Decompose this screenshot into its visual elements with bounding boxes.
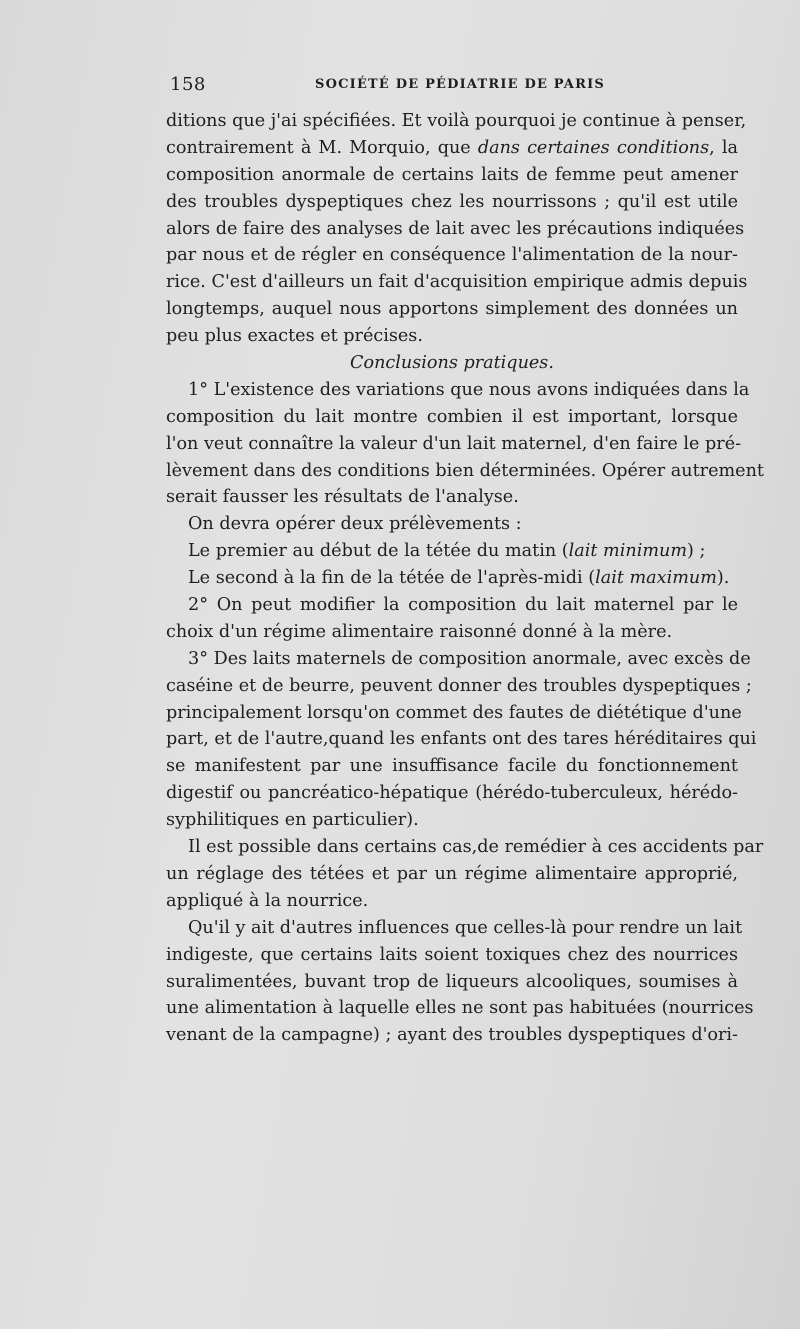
italic-phrase: lait minimum (568, 541, 688, 562)
text-line: des troubles dyspeptiques chez les nourrissons ; qu'il est utile (166, 191, 738, 212)
page-header (170, 74, 740, 98)
section-heading: Conclusions pratiques. (350, 353, 554, 374)
text-line: une alimentation à laquelle elles ne sont pas habituées (nourrices (166, 998, 754, 1019)
text-line: 3° Des laits maternels de composition anormale, avec excès de (188, 648, 751, 669)
text-line: ditions que j'ai spécifiées. Et voilà pourquoi je continue à penser, (166, 111, 747, 131)
text-span: , la (709, 137, 738, 158)
text-span: Le second à la fin de la tétée de l'après-midi ( (188, 568, 596, 589)
text-line: Qu'il y ait d'autres influences que celles-là pour rendre un lait (188, 917, 743, 938)
text-line: se manifestent par une insuffisance facile du fonctionnement (166, 756, 738, 777)
page-number: 158 (170, 74, 206, 95)
text-line: suralimentées, buvant trop de liqueurs alcooliques, soumises à (166, 971, 738, 992)
text-span: Le premier au début de la tétée du matin ( (188, 541, 569, 562)
text-line: composition du lait montre combien il est important, lorsque (166, 406, 738, 427)
text-line: choix d'un régime alimentaire raisonné donné à la mère. (166, 621, 673, 642)
text-line: venant de la campagne) ; ayant des troubles dyspeptiques d'ori- (166, 1025, 738, 1046)
text-line (166, 565, 738, 592)
text-line: rice. C'est d'ailleurs un fait d'acquisition empirique admis depuis (166, 272, 748, 293)
text-line: 2° On peut modifier la composition du lait maternel par le (188, 595, 738, 616)
text-line: alors de faire des analyses de lait avec les précautions indiquées (166, 218, 745, 239)
text-line: par nous et de régler en conséquence l'alimentation de la nour- (166, 245, 738, 266)
italic-phrase: lait maximum (595, 568, 717, 589)
text-line: syphilitiques en particulier). (166, 810, 419, 831)
text-span: ) ; (687, 541, 706, 562)
text-line: composition anormale de certains laits de femme peut amener (166, 164, 738, 185)
running-head: SOCIÉTÉ DE PÉDIATRIE DE PARIS (315, 77, 605, 92)
text-line (166, 135, 738, 162)
text-line: caséine et de beurre, peuvent donner des troubles dyspeptiques ; (166, 675, 752, 696)
text-line (166, 538, 738, 565)
body-text (166, 108, 764, 1049)
text-line: principalement lorsqu'on commet des fautes de diététique d'une (166, 702, 742, 723)
text-line: 1° L'existence des variations que nous avons indiquées dans la (188, 379, 750, 400)
text-line: lèvement dans des conditions bien déterminées. Opérer autrement (166, 460, 764, 481)
text-line: appliqué à la nourrice. (166, 890, 369, 911)
text-span: ). (716, 568, 730, 589)
text-line: un réglage des tétées et par un régime alimentaire approprié, (166, 863, 738, 884)
italic-phrase: dans certaines conditions (477, 137, 710, 158)
text-line: digestif ou pancréatico-hépatique (hérédo-tuberculeux, hérédo- (166, 783, 738, 804)
text-line: longtemps, auquel nous apportons simplement des données un (166, 299, 738, 320)
text-span: contrairement à M. Morquio, que (166, 137, 478, 158)
text-line: indigeste, que certains laits soient toxiques chez des nourrices (166, 944, 738, 965)
text-line: peu plus exactes et précises. (166, 326, 423, 347)
text-line: part, et de l'autre,quand les enfants ont des tares héréditaires qui (166, 729, 757, 750)
text-line: l'on veut connaître la valeur d'un lait maternel, d'en faire le pré- (166, 433, 742, 454)
text-line: On devra opérer deux prélèvements : (188, 514, 522, 535)
text-line: Il est possible dans certains cas,de remédier à ces accidents par (188, 837, 764, 858)
text-line: serait fausser les résultats de l'analyse. (166, 487, 519, 508)
